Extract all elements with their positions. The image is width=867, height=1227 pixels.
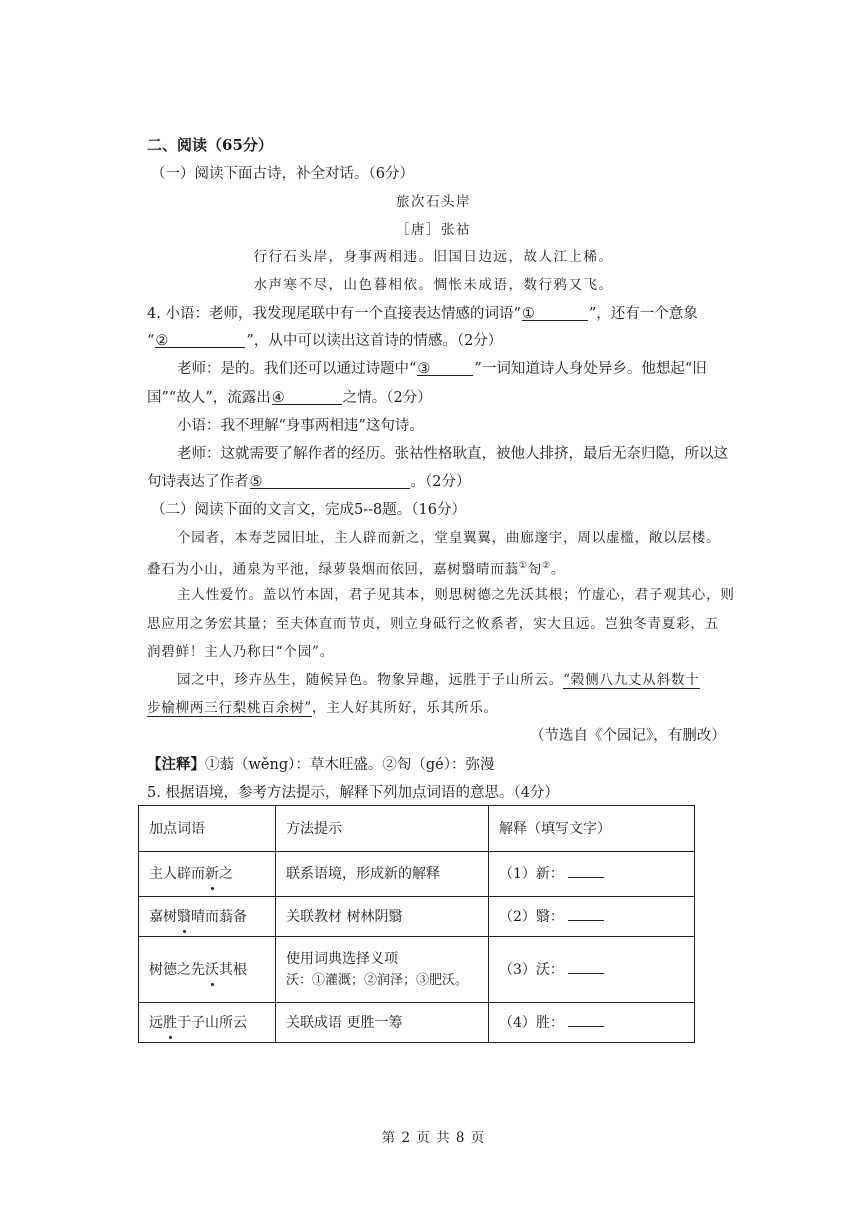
answer-cell: （2）翳： bbox=[489, 897, 695, 937]
dotted-word: 沃 bbox=[205, 959, 219, 981]
answer-blank-5[interactable]: ⑤ bbox=[250, 473, 410, 489]
note-marker-1: ① bbox=[518, 561, 528, 571]
answer-cell: （3）沃： bbox=[489, 937, 695, 1003]
hint-cell: 使用词典选择义项 沃：①灌溉；②润泽；③肥沃。 bbox=[276, 937, 489, 1003]
answer-blank[interactable] bbox=[568, 1012, 604, 1027]
note-label: 【注释】 bbox=[147, 756, 205, 773]
q4-line-1: 4. 小语：老师，我发现尾联中有一个直接表达情感的词语“① ”，还有一个意象 bbox=[147, 306, 698, 322]
passage-line-5: 润碧鲜！主人乃称曰“个园”。 bbox=[147, 644, 335, 660]
passage-line-2: 叠石为小山，通泉为平池，绿萝袅烟而依回，嘉树翳晴而蓊①匌②。 bbox=[147, 561, 566, 578]
answer-blank[interactable] bbox=[568, 906, 604, 921]
answer-blank[interactable] bbox=[568, 959, 604, 974]
passage-line-4: 思应用之务宏其量；至夫体直而节贞，则立身砥行之攸系者，实大且远。岂独冬青夏彩，五 bbox=[147, 616, 719, 632]
part1-heading: （一）阅读下面古诗，补全对话。（6分） bbox=[151, 166, 414, 182]
q5-table bbox=[138, 805, 695, 1043]
q5-heading: 5. 根据语境，参考方法提示，解释下列加点词语的意思。（4分） bbox=[147, 785, 559, 801]
passage-source: （节选自《个园记》，有删改） bbox=[530, 728, 726, 744]
word-cell: 远胜于子山所云 bbox=[139, 1003, 276, 1043]
table-row bbox=[139, 897, 695, 937]
page-footer: 第 2 页 共 8 页 bbox=[381, 1130, 486, 1146]
note-marker-2: ② bbox=[542, 561, 551, 571]
part2-heading: （二）阅读下面的文言文，完成5--8题。（16分） bbox=[151, 502, 466, 518]
word-cell: 嘉树翳晴而蓊备 bbox=[139, 897, 276, 937]
table-row bbox=[139, 852, 695, 897]
hint-cell: 关联教材 树林阴翳 bbox=[276, 897, 489, 937]
underlined-quote: “榖侧八九丈从斜数十 bbox=[563, 672, 700, 688]
dotted-word: 翳 bbox=[177, 906, 191, 928]
header-cell: 解释（填写文字） bbox=[489, 806, 695, 852]
q4-line-5: 小语：我不理解“身事两相违”这句诗。 bbox=[177, 418, 424, 434]
answer-cell: （4）胜： bbox=[489, 1003, 695, 1043]
underlined-quote-cont: 步榆柳两三行梨桃百余树” bbox=[147, 700, 313, 716]
word-cell: 树德之先沃其根 bbox=[139, 937, 276, 1003]
poem-title: 旅次石头岸 bbox=[396, 194, 471, 210]
table-row bbox=[139, 937, 695, 1003]
passage-line-3: 主人性爱竹。盖以竹本固，君子见其本，则思树德之先沃其根；竹虚心，君子观其心，则 bbox=[177, 587, 735, 603]
hint-cell: 联系语境，形成新的解释 bbox=[276, 852, 489, 897]
table-header-row bbox=[139, 806, 695, 852]
passage-line-6: 园之中，珍卉丛生，随候异色。物象异趣，远胜于子山所云。“榖侧八九丈从斜数十 bbox=[177, 672, 700, 688]
section-title: 二、阅读（65分） bbox=[147, 136, 273, 154]
answer-cell: （1）新： bbox=[489, 852, 695, 897]
q4-line-3: 老师：是的。我们还可以通过诗题中“③ ”一词知道诗人身处异乡。他想起“旧 bbox=[177, 361, 707, 377]
passage-line-7: 步榆柳两三行梨桃百余树”，主人好其所好，乐其所乐。 bbox=[147, 700, 498, 716]
table-row bbox=[139, 1003, 695, 1043]
q4-line-2: “② ”，从中可以读出这首诗的情感。（2分） bbox=[147, 333, 503, 349]
hint-cell: 关联成语 更胜一筹 bbox=[276, 1003, 489, 1043]
poem-line-1: 行行石头岸，身事两相违。旧国日边远，故人江上稀。 bbox=[253, 249, 614, 265]
answer-blank-3[interactable]: ③ bbox=[417, 360, 473, 376]
q4-line-6: 老师：这就需要了解作者的经历。张祜性格耿直，被他人排挤，最后无奈归隐，所以这 bbox=[177, 446, 728, 462]
header-cell: 方法提示 bbox=[276, 806, 489, 852]
answer-blank-2[interactable]: ② bbox=[155, 332, 245, 348]
poem-author: ［唐］张祜 bbox=[396, 222, 471, 238]
q4-line-7: 句诗表达了作者⑤ 。（2分） bbox=[147, 474, 471, 490]
word-cell: 主人辟而新之 bbox=[139, 852, 276, 897]
poem-line-2: 水声寒不尽，山色暮相依。惆怅未成语，数行鸦又飞。 bbox=[253, 277, 614, 293]
q4-line-4: 国”“故人”，流露出④ 之情。（2分） bbox=[147, 390, 432, 406]
answer-blank-4[interactable]: ④ bbox=[272, 389, 342, 405]
header-cell: 加点词语 bbox=[139, 806, 276, 852]
passage-line-1: 个园者，本寿芝园旧址，主人辟而新之，堂皇翼翼，曲廊邃宇，周以虚槛，敞以层楼。 bbox=[177, 530, 721, 546]
answer-blank[interactable] bbox=[568, 863, 604, 878]
answer-blank-1[interactable]: ① bbox=[522, 305, 588, 321]
dotted-word: 新 bbox=[205, 863, 219, 885]
annotation-note: 【注释】①蓊（wěng）：草木旺盛。②匌（gé）：弥漫 bbox=[147, 756, 495, 773]
dotted-word: 胜 bbox=[163, 1012, 177, 1034]
